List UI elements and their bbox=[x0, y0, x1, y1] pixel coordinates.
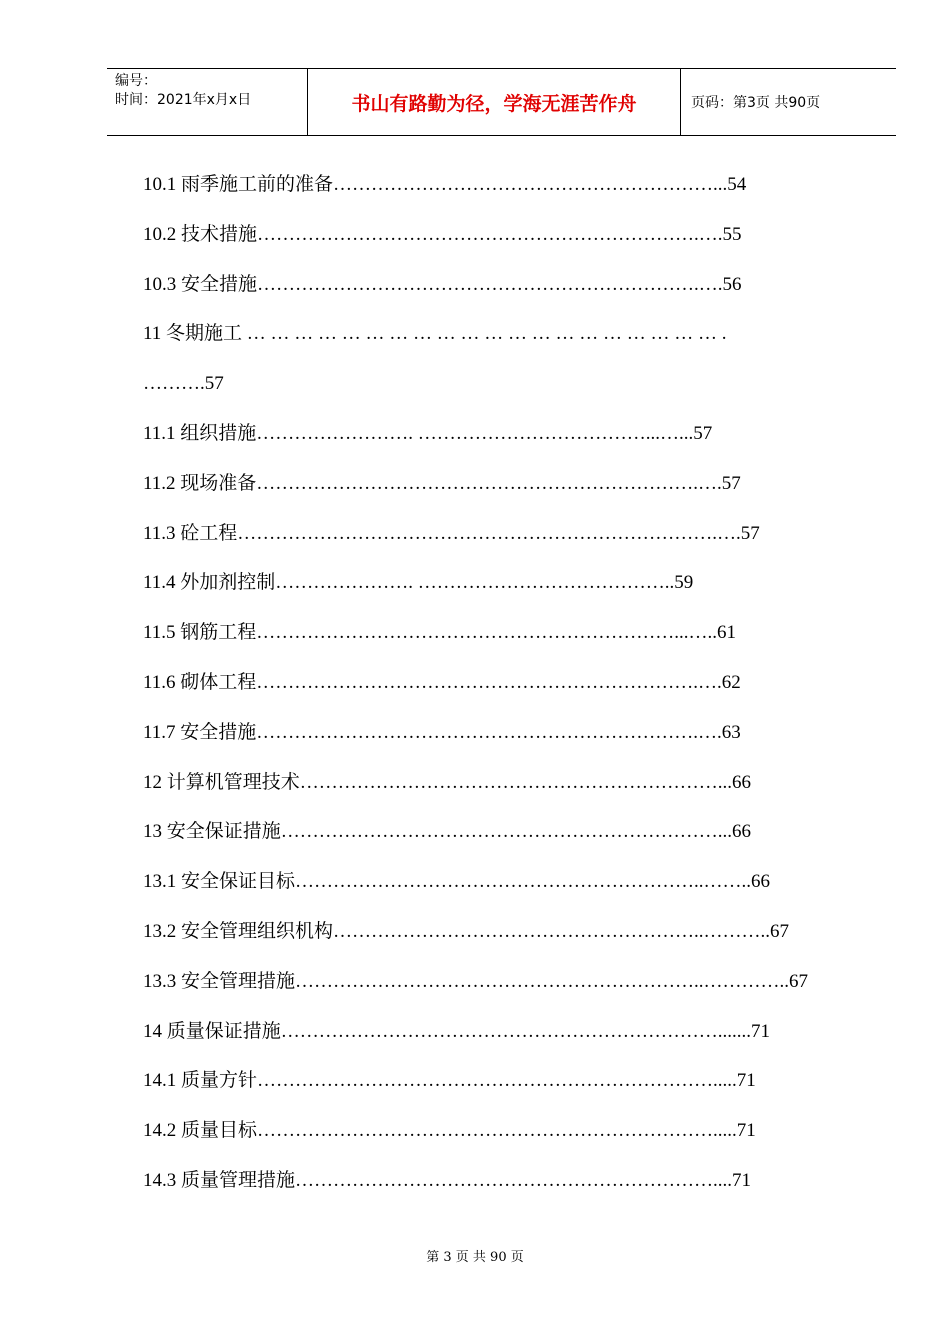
toc-entry: 10.1 雨季施工前的准备……………………………………………………...54 bbox=[143, 174, 747, 195]
header-number-label: 编号： bbox=[115, 73, 157, 89]
toc-entry: 10.2 技术措施…………………………………………………………….….55 bbox=[143, 223, 742, 245]
page-header bbox=[107, 68, 896, 136]
toc-entry: 10.3 安全措施…………………………………………………………….….56 bbox=[143, 273, 742, 295]
toc-entry: 12 计算机管理技术…………………………………………………………...66 bbox=[143, 771, 752, 793]
toc-entry: 14 质量保证措施…………………………………………………………….......71 bbox=[143, 1020, 771, 1042]
toc-entry: 11.2 现场准备…………………………………………………………….….57 bbox=[143, 472, 741, 494]
toc-entry: 14.1 质量方针……………………………………………………………….....71 bbox=[143, 1070, 756, 1092]
toc-entry: 11.6 砌体工程…………………………………………………………….….62 bbox=[143, 671, 741, 693]
toc-entry: ……….57 bbox=[143, 373, 224, 395]
toc-entry: 11.5 钢筋工程…………………………………………………………...…..61 bbox=[143, 622, 737, 644]
header-motto: 书山有路勤为径，学海无涯苦作舟 bbox=[308, 69, 681, 135]
table-of-contents bbox=[143, 160, 859, 1206]
header-time-label: 时间：2021年x月x日 bbox=[115, 92, 252, 108]
toc-entry: 11.4 外加剂控制…………………. …………………………………..59 bbox=[143, 572, 694, 594]
page-footer: 第 3 页 共 90 页 bbox=[426, 1250, 524, 1265]
toc-entry: 11.7 安全措施…………………………………………………………….….63 bbox=[143, 721, 741, 743]
toc-entry: 11.1 组织措施……………………. ………………………………...…...57 bbox=[143, 422, 713, 444]
toc-entry: 13 安全保证措施……………………………………………………………...66 bbox=[143, 821, 752, 843]
toc-entry: 13.2 安全管理组织机构…………………………………………………..………..67 bbox=[143, 920, 790, 942]
toc-entry: 13.1 安全保证目标………………………………………………………..……..66 bbox=[143, 871, 771, 893]
toc-entry: 11 冬期施工 … … … … … … … … … … … … … … … … … … … … . bbox=[143, 323, 727, 345]
toc-entry: 14.2 质量目标……………………………………………………………….....71 bbox=[143, 1120, 756, 1142]
toc-entry: 11.3 砼工程………………………………………………………………….….57 bbox=[143, 522, 760, 544]
toc-entry: 13.3 安全管理措施………………………………………………………..…………..67 bbox=[143, 970, 809, 992]
header-page-info: 页码：第3页 共90页 bbox=[691, 95, 821, 111]
toc-entry: 14.3 质量管理措施…………………………………………………………....71 bbox=[143, 1169, 752, 1191]
header-meta bbox=[107, 69, 308, 135]
